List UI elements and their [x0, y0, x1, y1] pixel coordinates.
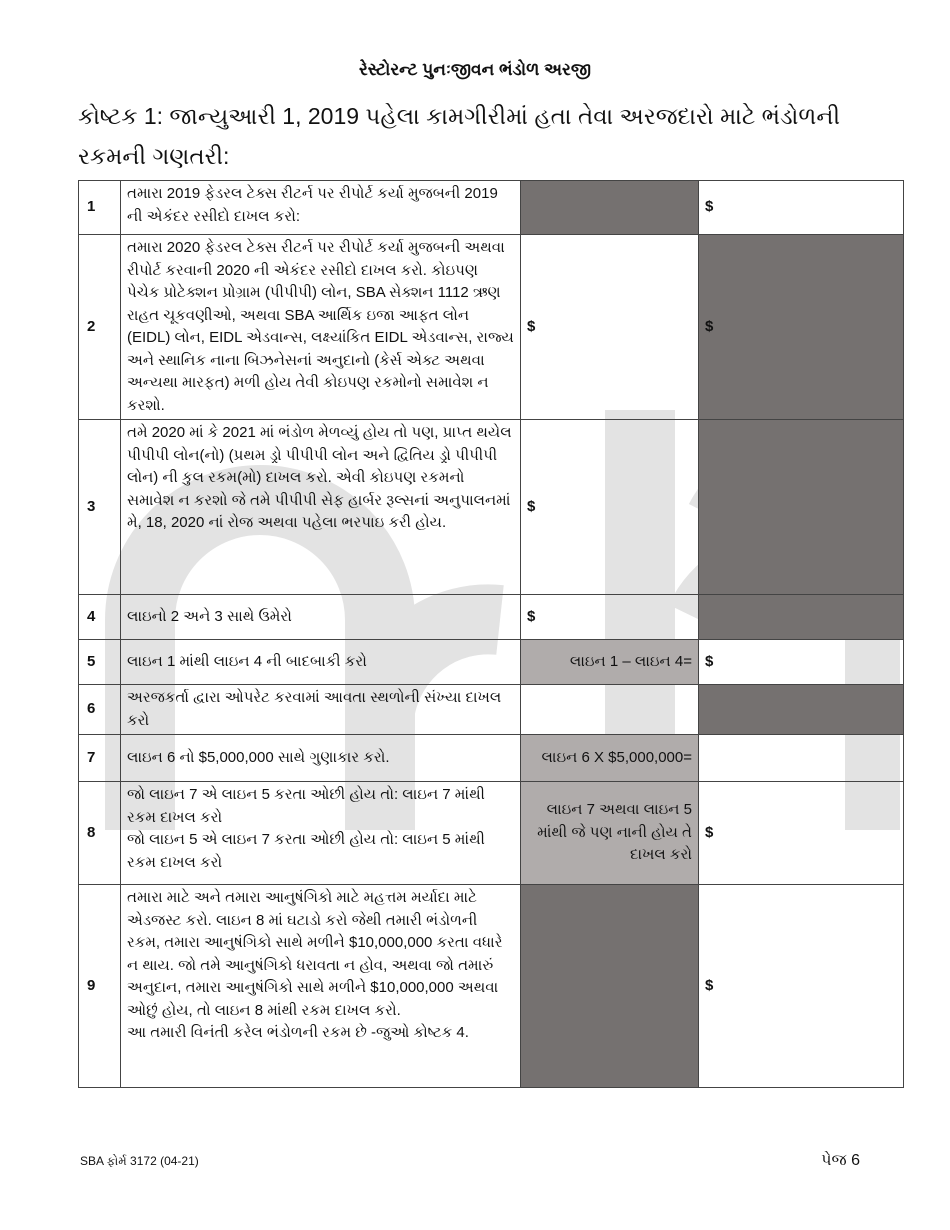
amount-field[interactable] — [521, 420, 699, 595]
locations-count-field[interactable] — [521, 685, 699, 735]
line-description: તમે 2020 માં કે 2021 માં ભંડોળ મેળવ્યું હોય તો પણ, પ્રાપ્ત થયેલ પીપીપી લોન(નો) (પ્રથમ ડ્રો પીપીપી લોન અને દ્વિતિય ડ્રો પીપીપી લોન) ની કુલ રકમ(મો) દાખલ કરો. એવી કોઇપણ રકમનો સમાવેશ ન કરશો જે તમે પીપીપી સેફ હાર્બર રૂલ્સનાં અનુપાલનમાં મે, 18, 2020 નાં રોજ અથવા પહેલા ભરપાઇ કરી હોય. — [121, 420, 521, 595]
line-number: 7 — [79, 735, 121, 782]
table-row — [79, 181, 904, 235]
dollar-sign: $ — [705, 823, 714, 841]
line-description: લાઇન 6 નો $5,000,000 સાથે ગુણાકાર કરો. — [121, 735, 521, 782]
amount-field[interactable] — [699, 181, 904, 235]
table-row — [79, 885, 904, 1088]
table-row — [79, 420, 904, 595]
line-number: 2 — [79, 235, 121, 420]
dollar-sign: $ — [705, 652, 714, 670]
dollar-sign: $ — [705, 317, 714, 335]
line-number: 1 — [79, 181, 121, 235]
line-description: તમારા 2019 ફેડરલ ટેક્સ રીટર્ન પર રીપોર્ટ કર્યા મુજબની 2019 ની એકંદર રસીદો દાખલ કરો: — [121, 181, 521, 235]
amount-field[interactable] — [699, 782, 904, 885]
line-description: અરજકર્તા દ્વારા ઓપરેટ કરવામાં આવતા સ્થળોની સંખ્યા દાખલ કરો — [121, 685, 521, 735]
amount-field[interactable] — [699, 640, 904, 685]
line-number: 4 — [79, 595, 121, 640]
table-row — [79, 782, 904, 885]
dollar-sign: $ — [705, 198, 714, 216]
line-description: લાઇન 1 માંથી લાઇન 4 ની બાદબાકી કરો — [121, 640, 521, 685]
amount-field[interactable] — [699, 885, 904, 1088]
line-number: 3 — [79, 420, 121, 595]
table-row — [79, 735, 904, 782]
shaded-cell — [699, 595, 904, 640]
funding-calculation-table — [78, 180, 904, 1088]
shaded-cell — [699, 685, 904, 735]
line-description: તમારા 2020 ફેડરલ ટેક્સ રીટર્ન પર રીપોર્ટ કર્યા મુજબની અથવા રીપોર્ટ કરવાની 2020 ની એકંદર રસીદો દાખલ કરો. કોઇપણ પેચેક પ્રોટેક્શન પ્રોગ્રામ (પીપીપી) લોન, SBA સેક્શન 1112 ઋણ રાહત ચૂકવણીઓ, અથવા SBA આર્થિક ઇજા આફત લોન (EIDL) લોન, EIDL એડવાન્સ, લક્ષ્યાંકિત EIDL એડવાન્સ, રાજ્ય અને સ્થાનિક નાના બિઝનેસનાં અનુદાનો (કેર્સ એક્ટ અથવા અન્યથા મારફત) મળી હોય તેવી કોઇપણ રકમોનો સમાવેશ ન કરશો. — [121, 235, 521, 420]
table-row — [79, 595, 904, 640]
page-footer — [0, 1140, 950, 1190]
line-description: જો લાઇન 7 એ લાઇન 5 કરતા ઓછી હોય તો: લાઇન 7 માંથી રકમ દાખલ કરો જો લાઇન 5 એ લાઇન 7 કરતા ઓછી હોય તો: લાઇન 5 માંથી રકમ દાખલ કરો — [121, 782, 521, 885]
dollar-sign: $ — [705, 976, 714, 994]
table-title: કોષ્ટક 1: જાન્યુઆરી 1, 2019 પહેલા કામગીરીમાં હતા તેવા અરજદારો માટે ભંડોળની રકમની ગણતરી: — [78, 103, 841, 169]
table-row — [79, 640, 904, 685]
amount-field[interactable] — [521, 235, 699, 420]
formula-label: લાઇન 1 – લાઇન 4= — [521, 640, 699, 685]
formula-label: લાઇન 6 X $5,000,000= — [521, 735, 699, 782]
shaded-cell — [521, 181, 699, 235]
page-number: પેજ 6 — [821, 1152, 860, 1169]
amount-field[interactable] — [521, 595, 699, 640]
line-number: 9 — [79, 885, 121, 1088]
line-description: તમારા માટે અને તમારા આનુષંગિકો માટે મહત્તમ મર્યાદા માટે એડજસ્ટ કરો. લાઇન 8 માં ઘટાડો કરો જેથી તમારી ભંડોળની રકમ, તમારા આનુષંગિકો સાથે મળીને $10,000,000 કરતા વધારે ન થાય. જો તમે આનુષંગિકો ધરાવતા ન હોવ, અથવા જો તમારું અનુદાન, તમારા આનુષંગિકો સાથે મળીને $10,000,000 અથવા ઓછું હોય, તો લાઇન 8 માંથી રકમ દાખલ કરો. આ તમારી વિનંતી કરેલ ભંડોળની રકમ છે -જુઓ કોષ્ટક 4. — [121, 885, 521, 1088]
amount-field[interactable] — [699, 735, 904, 782]
line-number: 8 — [79, 782, 121, 885]
table-row — [79, 235, 904, 420]
line-number: 5 — [79, 640, 121, 685]
line-number: 6 — [79, 685, 121, 735]
form-number: SBA ફોર્મ 3172 (04-21) — [80, 1154, 199, 1168]
line-description: લાઇનો 2 અને 3 સાથે ઉમેરો — [121, 595, 521, 640]
table-row — [79, 685, 904, 735]
dollar-sign: $ — [527, 317, 536, 335]
dollar-sign: $ — [527, 607, 536, 625]
shaded-cell — [521, 885, 699, 1088]
shaded-cell — [699, 235, 904, 420]
formula-label: લાઇન 7 અથવા લાઇન 5 માંથી જે પણ નાની હોય તે દાખલ કરો — [521, 782, 699, 885]
form-heading: રેસ્ટોરન્ટ પુનઃજીવન ભંડોળ અરજી — [358, 60, 592, 79]
shaded-cell — [699, 420, 904, 595]
dollar-sign: $ — [527, 497, 536, 515]
